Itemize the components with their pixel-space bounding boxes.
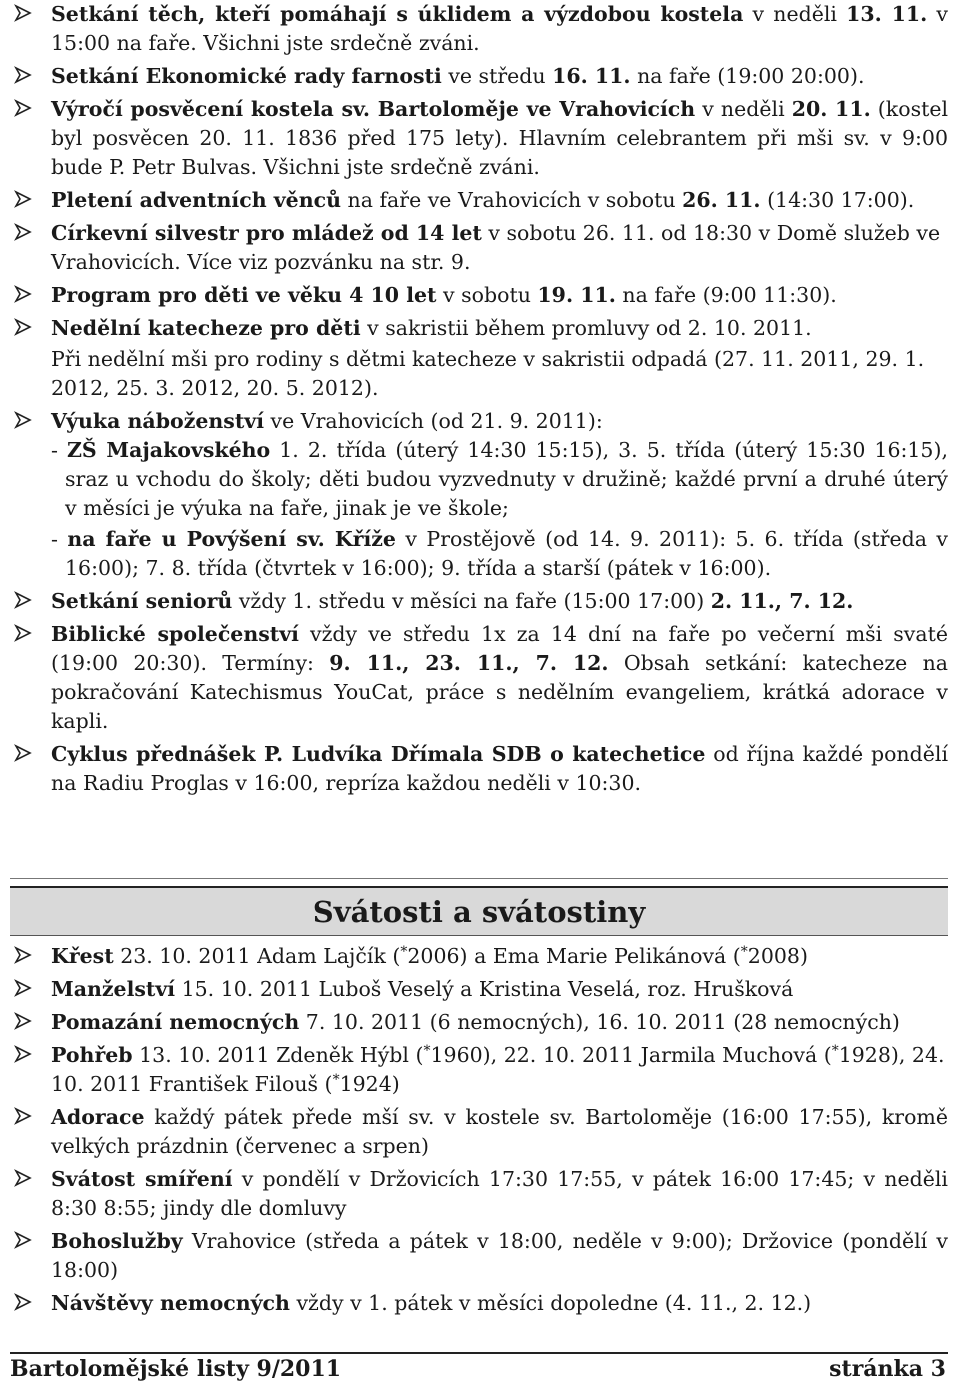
- arrow-bullet-icon: [14, 946, 32, 964]
- item-title: Setkání Ekonomické rady farnosti: [51, 64, 442, 88]
- arrow-bullet-icon: [14, 4, 32, 22]
- list-item: [8, 1041, 948, 1099]
- item-text: 15. 10. 2011 Luboš Veselý a Kristina Veselá, roz. Hrušková: [175, 977, 794, 1001]
- item-text: v 15:00 na faře. Všichni jste srdečně zváni.: [51, 2, 949, 55]
- item-text: 23. 10. 2011 Adam Lajčík (: [113, 944, 401, 968]
- publication-title: Bartolomějské listy 9/2011: [10, 1356, 342, 1382]
- item-text: od října každé pondělí na Radiu Proglas v 16:00, repríza každou neděli v 10:30.: [51, 742, 949, 795]
- item-text: Vrahovice (středa a pátek v 18:00, neděle v 9:00); Držovice (pondělí v 18:00): [51, 1229, 948, 1282]
- katecheze-note: Při nedělní mši pro rodiny s dětmi katecheze v sakristii odpadá (27. 11. 2011, 29. 1. 2012, 25. 3. 2012, 20. 5. 2012).: [51, 347, 925, 400]
- item-title: Biblické společenství: [51, 622, 299, 646]
- list-item: [8, 975, 948, 1004]
- item-title: Program pro děti ve věku 4 10 let: [51, 283, 437, 307]
- list-item: [8, 1227, 948, 1285]
- item-text: ve Vrahovicích (od 21. 9. 2011):: [264, 409, 603, 433]
- item-text: vždy v 1. pátek v měsíci dopoledne (4. 11., 2. 12.): [289, 1291, 812, 1315]
- vyuka-fara: [51, 525, 948, 583]
- list-item: [8, 587, 948, 616]
- item-text: vždy ve středu 1x za 14 dní na faře po večerní mši svaté (19:00 20:30). Termíny:: [51, 622, 948, 675]
- item-title: Pomazání nemocných: [51, 1010, 300, 1034]
- birth-star: *: [831, 1043, 839, 1059]
- item-text: na faře (9:00 11:30).: [615, 283, 837, 307]
- birth-star: *: [400, 944, 408, 960]
- item-date: 13. 11.: [846, 2, 928, 26]
- page-number: stránka 3: [829, 1356, 946, 1382]
- divider: [10, 878, 948, 879]
- item-text: 1928), 24. 10. 2011 František Filouš (: [51, 1043, 945, 1096]
- item-title: Setkání seniorů: [51, 589, 233, 613]
- arrow-bullet-icon: [14, 318, 32, 336]
- list-item: [8, 620, 948, 736]
- arrow-bullet-icon: [14, 66, 32, 84]
- arrow-bullet-icon: [14, 99, 32, 117]
- item-title: Křest: [51, 944, 114, 968]
- item-text: v pondělí v Držovicích 17:30 17:55, v pátek 16:00 17:45; v neděli 8:30 8:55; jindy dle domluvy: [51, 1167, 948, 1220]
- sacraments-list: [8, 942, 948, 1322]
- list-item: [8, 0, 948, 58]
- arrow-bullet-icon: [14, 1107, 32, 1125]
- birth-star: *: [332, 1072, 340, 1088]
- item-title: Návštěvy nemocných: [51, 1291, 290, 1315]
- item-text: 2008): [747, 944, 808, 968]
- list-item: [8, 281, 948, 310]
- arrow-bullet-icon: [14, 624, 32, 642]
- list-item: [8, 1165, 948, 1223]
- vyuka-zs: [51, 436, 948, 523]
- item-text: ve středu: [441, 64, 553, 88]
- item-date: 26. 11.: [682, 188, 761, 212]
- item-title: Adorace: [51, 1105, 145, 1129]
- item-title: Setkání těch, kteří pomáhají s úklidem a výzdobou kostela: [51, 2, 744, 26]
- arrow-bullet-icon: [14, 1231, 32, 1249]
- arrow-bullet-icon: [14, 1169, 32, 1187]
- item-text: v sakristii během promluvy od 2. 10. 2011.: [360, 316, 812, 340]
- item-title: Výuka náboženství: [51, 409, 265, 433]
- list-item: [8, 62, 948, 91]
- item-title: Manželství: [51, 977, 176, 1001]
- item-title: Pletení adventních věnců: [51, 188, 341, 212]
- item-text: každý pátek přede mší sv. v kostele sv. Bartoloměje (16:00 17:55), kromě velkých prázdnin (červenec a srpen): [51, 1105, 948, 1158]
- item-text: (kostel byl posvěcen 20. 11. 1836 před 175 lety). Hlavním celebrantem při mši sv. v 9:00 bude P. Petr Bulvas. Všichni jste srdečně zváni.: [51, 97, 949, 179]
- place-name: na faře u Povýšení sv. Kříže: [67, 527, 396, 551]
- list-item: [8, 1289, 948, 1318]
- school-name: ZŠ Majakovského: [66, 438, 271, 462]
- announcement-list: [8, 0, 948, 802]
- item-title: Svátost smíření: [51, 1167, 233, 1191]
- arrow-bullet-icon: [14, 1293, 32, 1311]
- arrow-bullet-icon: [14, 1045, 32, 1063]
- section-title: Svátosti a svátostiny: [312, 895, 646, 929]
- arrow-bullet-icon: [14, 190, 32, 208]
- item-text: v sobotu: [436, 283, 538, 307]
- item-date: 9. 11., 23. 11., 7. 12.: [329, 651, 609, 675]
- list-item: [8, 314, 948, 403]
- dash: -: [51, 438, 67, 462]
- item-text: 13. 10. 2011 Zdeněk Hýbl (: [132, 1043, 424, 1067]
- item-text: 1924): [339, 1072, 400, 1096]
- list-item: [8, 1103, 948, 1161]
- place-text: v Prostějově (od 14. 9. 2011): 5. 6. třída (středa v 16:00); 7. 8. třída (čtvrtek v 16:00); 9. třída a starší (pátek v 16:00).: [65, 527, 948, 580]
- item-text: v neděli: [695, 97, 792, 121]
- arrow-bullet-icon: [14, 979, 32, 997]
- item-date: 2. 11., 7. 12.: [710, 589, 854, 613]
- item-title: Církevní silvestr pro mládež od 14 let: [51, 221, 482, 245]
- item-text: 2006) a Ema Marie Pelikánová (: [407, 944, 741, 968]
- school-text: 1. 2. třída (úterý 14:30 15:15), 3. 5. třída (úterý 15:30 16:15), sraz u vchodu do školy; děti budou vyzvednuty v družině; každé první a druhé úterý v měsíci je výuka na faře, jinak je ve škole;: [65, 438, 948, 520]
- item-text: Obsah setkání: katecheze na pokračování Katechismus YouCat, práce s nedělním evangeliem, krátká adorace v kapli.: [51, 651, 948, 733]
- item-date: 20. 11.: [791, 97, 871, 121]
- dash: -: [51, 527, 68, 551]
- item-title: Pohřeb: [51, 1043, 133, 1067]
- item-date: 16. 11.: [552, 64, 631, 88]
- list-item: [8, 95, 948, 182]
- list-item: [8, 740, 948, 798]
- arrow-bullet-icon: [14, 285, 32, 303]
- birth-star: *: [423, 1043, 431, 1059]
- item-text: 7. 10. 2011 (6 nemocných), 16. 10. 2011 (28 nemocných): [299, 1010, 900, 1034]
- list-item: [8, 942, 948, 971]
- item-title: Cyklus přednášek P. Ludvíka Dřímala SDB o katechetice: [51, 742, 706, 766]
- arrow-bullet-icon: [14, 744, 32, 762]
- list-item: [8, 407, 948, 583]
- arrow-bullet-icon: [14, 1012, 32, 1030]
- item-title: Nedělní katecheze pro děti: [51, 316, 361, 340]
- item-title: Bohoslužby: [51, 1229, 183, 1253]
- page-footer: [10, 1352, 948, 1384]
- item-text: v sobotu 26. 11. od 18:30 v Domě služeb ve Vrahovicích. Více viz pozvánku na str. 9.: [51, 221, 941, 274]
- item-text: 1960), 22. 10. 2011 Jarmila Muchová (: [430, 1043, 832, 1067]
- birth-star: *: [740, 944, 748, 960]
- list-item: [8, 219, 948, 277]
- item-date: 19. 11.: [537, 283, 616, 307]
- list-item: [8, 1008, 948, 1037]
- item-text: na faře (19:00 20:00).: [630, 64, 865, 88]
- item-title: Výročí posvěcení kostela sv. Bartoloměje ve Vrahovicích: [51, 97, 696, 121]
- item-text: vždy 1. středu v měsíci na faře (15:00 17:00): [232, 589, 711, 613]
- section-header: [10, 886, 948, 936]
- item-text: v neděli: [743, 2, 847, 26]
- list-item: [8, 186, 948, 215]
- arrow-bullet-icon: [14, 223, 32, 241]
- item-text: na faře ve Vrahovicích v sobotu: [341, 188, 683, 212]
- arrow-bullet-icon: [14, 591, 32, 609]
- item-text: (14:30 17:00).: [760, 188, 915, 212]
- arrow-bullet-icon: [14, 411, 32, 429]
